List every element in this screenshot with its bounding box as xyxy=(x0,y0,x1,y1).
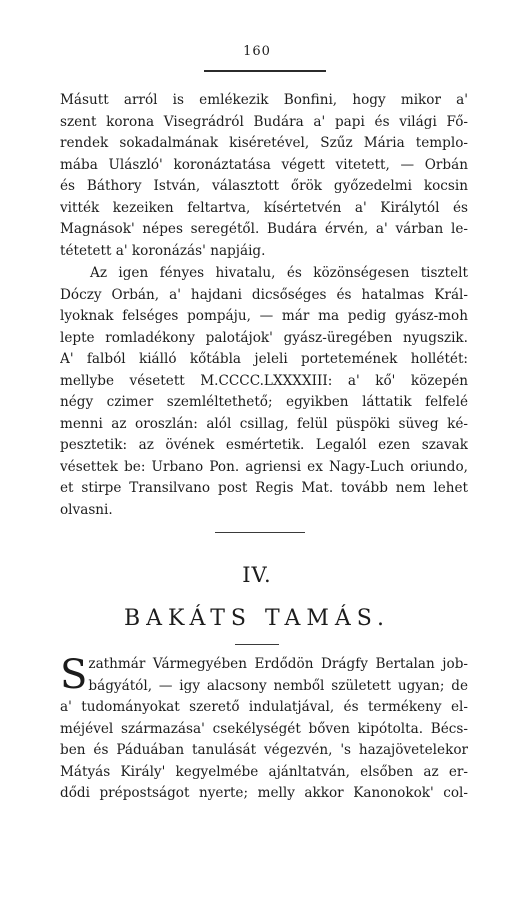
text-line: bágyától, — igy alacsony nemből született ugyan; de xyxy=(88,677,468,694)
text-line: zathmár Vármegyében Erdődön Drágfy Bertalan job- xyxy=(88,656,468,672)
text-line: menni az oroszlán: alól csillag, felül püspöki süveg ké- xyxy=(60,415,468,432)
text-line: négy czimer szemléltethető; egyikben láttatik felfelé xyxy=(60,394,468,410)
text-line: rendek sokadalmának kiséretével, Szűz Mária templo- xyxy=(60,135,468,151)
text-line: lepte romladékony palotájok' gyász-üregében nyugszik. xyxy=(60,329,468,346)
title-rule xyxy=(235,644,279,645)
text-line: a' tudományokat szerető indulatjával, és termékeny el- xyxy=(60,699,468,715)
paragraph-bonfini xyxy=(60,90,468,262)
drop-capital: S xyxy=(60,652,88,698)
text-line: mába Ulászló' koronáztatása végett vitetett, — Orbán xyxy=(60,156,468,173)
chapter-title: BAKÁTS TAMÁS. xyxy=(123,606,391,631)
text-line: ben és Páduában tanulását végezvén, 's hazajövetelekor xyxy=(60,742,468,758)
text-line: tétetett a' koronázás' napjáig. xyxy=(60,242,266,259)
text-line: Másutt arról is emlékezik Bonfini, hogy mikor a' xyxy=(60,92,468,108)
text-line: szent korona Visegrádról Budára a' papi és világi Fő- xyxy=(60,113,468,130)
text-line: Az igen fényes hivatalu, és közönségesen tisztelt xyxy=(90,265,468,281)
text-line: dődi prépostságot nyerte; melly akkor Kanonokok' col- xyxy=(60,785,468,801)
paragraph-doczy-orban xyxy=(60,263,468,521)
text-line: Magnások' népes seregétől. Budára érvén, a' várban le- xyxy=(60,221,468,237)
section-divider xyxy=(215,532,305,533)
text-line: lyoknak felséges pompáju, — már ma pedig gyász-moh xyxy=(60,308,468,324)
text-line: A' falból kiálló kőtábla jeleli portetemének hollétét: xyxy=(60,351,468,367)
text-line: pesztetik: az övének esmértetik. Legalól ezen szavak xyxy=(60,437,468,453)
text-line: Dóczy Orbán, a' hajdani dicsőséges és hatalmas Král- xyxy=(60,286,468,303)
text-line: olvasni. xyxy=(60,501,113,518)
text-line: vésettek be: Urbano Pon. agriensi ex Nagy-Luch oriundo, xyxy=(60,458,468,475)
text-line: mellybe vésetett M.CCCC.LXXXXIII: a' kő' közepén xyxy=(60,372,468,389)
page-number: 160 xyxy=(243,44,271,59)
text-line: et stirpe Transilvano post Regis Mat. tovább nem lehet xyxy=(60,480,468,496)
paragraph-bakats-tamas xyxy=(60,654,468,805)
text-line: és Báthory István, választott őrök győzedelmi kocsin xyxy=(60,178,468,194)
text-line: vitték kezeiken feltartva, kísértetvén a' Királytól és xyxy=(60,199,468,216)
text-line: Mátyás Király' kegyelmébe ajánltatván, elsőben az er- xyxy=(60,763,468,780)
header-rule xyxy=(204,70,326,72)
chapter-number: IV. xyxy=(242,563,272,587)
text-line: méjével származása' csekélységét bőven kipótolta. Bécs- xyxy=(60,720,468,737)
